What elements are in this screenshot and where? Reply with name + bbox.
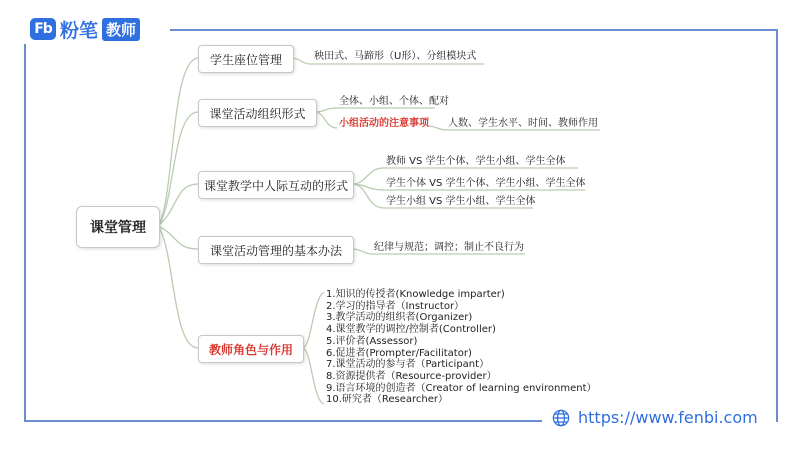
teacher-roles-list [326,289,597,406]
role-item: 2.学习的指导者（Instructor） [326,300,465,312]
leaf-interaction-group: 学生小组 VS 学生小组、学生全体 [386,196,536,207]
leaf-seating-types: 秧田式、马蹄形（U形）、分组模块式 [314,51,477,62]
branch-interaction-forms: 课堂教学中人际互动的形式 [198,171,354,199]
site-url-text[interactable]: https://www.fenbi.com [578,408,758,427]
brand-name: 粉笔 [60,19,99,42]
leaf-activity-forms: 全体、小组、个体、配对 [339,96,449,107]
branch-activity-forms: 课堂活动组织形式 [198,99,317,127]
role-item: 7.课堂活动的参与者（Participant） [326,359,490,371]
role-item: 8.资源提供者（Resource-provider） [326,370,497,382]
leaf-management-methods: 纪律与规范；调控；制止不良行为 [374,242,524,253]
role-item: 9.语言环境的创造者（Creator of learning environment） [326,382,597,394]
role-item: 6.促进者(Prompter/Facilitator) [326,347,472,359]
role-item: 5.评价者(Assessor) [326,335,418,347]
leaf-interaction-individual: 学生个体 VS 学生个体、学生小组、学生全体 [386,178,586,189]
branch-seating-management: 学生座位管理 [198,45,294,73]
leaf-interaction-teacher: 教师 VS 学生个体、学生小组、学生全体 [386,156,566,167]
role-item: 3.教学活动的组织者(Organizer) [326,312,473,324]
site-url[interactable] [552,408,758,427]
link-root-b3 [158,184,198,226]
brand-badge: 教师 [102,18,140,41]
globe-icon [552,409,570,427]
link-root-b5 [158,226,198,348]
brand-logo-mark: Fb [30,18,56,40]
sub-group-activity-notes: 小组活动的注意事项 [339,118,429,129]
branch-teacher-roles: 教师角色与作用 [198,335,304,363]
link-root-b4 [158,226,198,249]
root-node: 课堂管理 [76,206,160,248]
link-b5-roles [302,292,324,404]
role-item: 1.知识的传授者(Knowledge imparter) [326,289,505,300]
link-b2-leaf [315,108,435,112]
branch-management-methods: 课堂活动管理的基本办法 [198,236,354,264]
link-b2-sub [315,112,337,128]
role-item: 10.研究者（Researcher） [326,394,449,406]
role-item: 4.课堂教学的调控/控制者(Controller) [326,324,496,336]
leaf-group-activity-notes: 人数、学生水平、时间、教师作用 [448,118,598,129]
